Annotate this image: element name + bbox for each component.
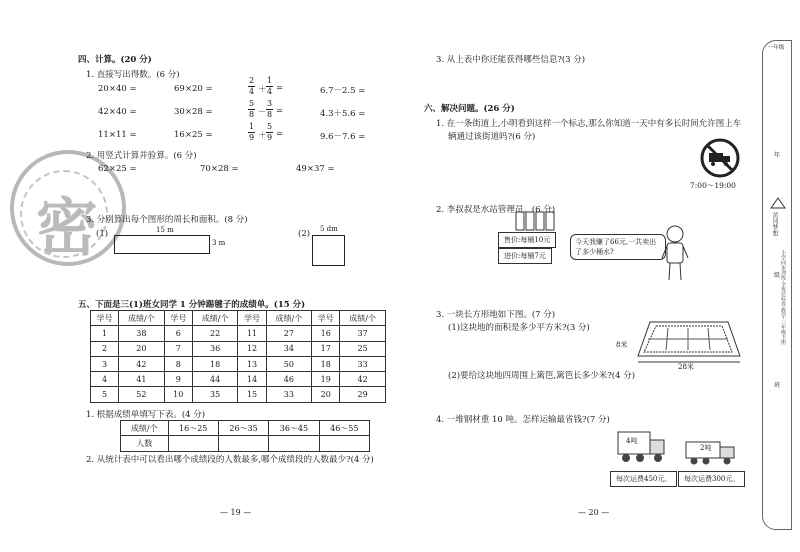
- frac-eq: =: [276, 83, 284, 93]
- s5-q2: 2. 从统计表中可以看出哪个成绩段的人数最多,哪个成绩段的人数最少?(4 分): [86, 455, 374, 465]
- table-cell: 16: [312, 326, 340, 341]
- table-cell: 3: [91, 356, 119, 371]
- table-cell: 38: [119, 326, 165, 341]
- table-row: [91, 356, 386, 371]
- table-cell: 41: [119, 372, 165, 387]
- freq-answer-cell[interactable]: [218, 436, 268, 451]
- side-label: 班: [774, 382, 781, 389]
- vertical-calc: 62×25 =: [98, 164, 137, 174]
- man-figure-icon: [660, 224, 690, 282]
- table-header: 成绩/个: [192, 311, 238, 326]
- freq-header: 36～45: [269, 421, 319, 436]
- table-header: 成绩/个: [340, 311, 386, 326]
- oral-calc: 4.3＋5.6 =: [320, 109, 366, 119]
- problem3: 3. 一块长方形地如下图。(7 分): [436, 310, 556, 320]
- s5-q3: 3. 从上表中你还能获得哪些信息?(3 分): [436, 55, 586, 65]
- frac-eq: =: [276, 129, 284, 139]
- brand-logo-icon: [770, 196, 786, 210]
- truck2-cost: 每次运费300元。: [678, 471, 745, 487]
- table-cell: 7: [164, 341, 192, 356]
- table-cell: 42: [119, 356, 165, 371]
- figure1-label: (1): [96, 229, 109, 239]
- freq-header: 成绩/个: [121, 421, 169, 436]
- page-number-left: — 19 —: [220, 508, 252, 517]
- table-cell: 8: [164, 356, 192, 371]
- fraction: 5 9: [266, 122, 273, 142]
- table-cell: 29: [340, 387, 386, 402]
- table-cell: 13: [238, 356, 266, 371]
- figure1-length: 15 m: [156, 226, 174, 234]
- oral-calc: 30×28 =: [174, 107, 213, 117]
- freq-header: 16～25: [168, 421, 218, 436]
- oral-calc: 42×40 =: [98, 107, 137, 117]
- table-row: [91, 326, 386, 341]
- table-row: [91, 341, 386, 356]
- section-4-title: 四、计算。(20 分): [78, 55, 152, 65]
- table-cell: 27: [266, 326, 312, 341]
- frac-op: －: [258, 108, 267, 118]
- table-header: 学号: [91, 311, 119, 326]
- freq-header: 26～35: [218, 421, 268, 436]
- problem3-q2: (2)要给这块地四周围上篱笆,篱笆长多少米?(4 分): [448, 371, 636, 381]
- side-label: 年: [774, 152, 781, 159]
- speech-bubble: 今天我赚了66元,一共卖出了多少桶水?: [570, 234, 666, 260]
- table-cell: 52: [119, 387, 165, 402]
- problem4: 4. 一堆钢材重 10 吨。怎样运输最省钱?(7 分): [436, 415, 610, 425]
- freq-header: 46～55: [319, 421, 369, 436]
- seal-char: 密: [36, 191, 99, 264]
- score-table: [90, 310, 386, 403]
- fraction: 3 8: [266, 99, 273, 119]
- s5-q1: 1. 根据成绩单填写下表。(4 分): [86, 410, 206, 420]
- table-cell: 35: [192, 387, 238, 402]
- fraction: 2 4: [248, 76, 255, 96]
- table-header: 学号: [164, 311, 192, 326]
- table-cell: 37: [340, 326, 386, 341]
- price-sell: 售价:每桶10元: [498, 232, 556, 248]
- side-vertical-text: 小学同步训练·全优达标卷·数学·三年级下册: [780, 250, 786, 345]
- truck2-load: 2吨: [700, 444, 712, 452]
- problem1-line1: 1. 在一条街道上,小明看到这样一个标志,那么你知道一天中有多长时间允许图上车: [436, 119, 742, 129]
- big-truck-icon: [616, 428, 668, 468]
- freq-answer-cell[interactable]: [269, 436, 319, 451]
- table-cell: 10: [164, 387, 192, 402]
- field-drawing: [628, 318, 744, 368]
- no-truck-sign-icon: [700, 138, 740, 178]
- side-label: 级: [774, 272, 781, 279]
- vertical-calc: 70×28 =: [200, 164, 239, 174]
- table-header-row: [91, 311, 386, 326]
- oral-calc: 9.6－7.6 =: [320, 132, 366, 142]
- q2-title: 2. 用竖式计算并验算。(6 分): [86, 151, 197, 161]
- table-cell: 33: [340, 356, 386, 371]
- table-cell: 33: [266, 387, 312, 402]
- freq-answer-cell[interactable]: [168, 436, 218, 451]
- table-cell: 46: [266, 372, 312, 387]
- table-cell: 18: [312, 356, 340, 371]
- figure2-label: (2): [298, 229, 311, 239]
- vertical-calc: 49×37 =: [296, 164, 335, 174]
- freq-row: [121, 436, 370, 451]
- problem3-q1: (1)这块地的面积是多少平方米?(3 分): [448, 323, 590, 333]
- table-cell: 1: [91, 326, 119, 341]
- square-figure: [312, 235, 345, 266]
- table-cell: 6: [164, 326, 192, 341]
- oral-calc: 11×11 =: [98, 130, 137, 140]
- oral-calc: 6.7－2.5 =: [320, 86, 366, 96]
- problem1-line2: 辆通过该街道吗?(6 分): [448, 132, 536, 142]
- fraction: 1 9: [248, 122, 255, 142]
- field-length: 28米: [678, 363, 694, 371]
- fraction: 1 4: [266, 76, 273, 96]
- allowed-time: 7:00～19:00: [690, 181, 736, 190]
- freq-row-label: 人数: [121, 436, 169, 451]
- table-cell: 12: [238, 341, 266, 356]
- table-cell: 14: [238, 372, 266, 387]
- q1-title: 1. 直接写出得数。(6 分): [86, 70, 180, 80]
- side-brand: 黄冈梦想: [771, 212, 778, 236]
- table-cell: 25: [340, 341, 386, 356]
- rectangle-figure: [114, 235, 210, 254]
- table-cell: 44: [192, 372, 238, 387]
- side-grade: 一年级: [767, 45, 785, 51]
- table-cell: 9: [164, 372, 192, 387]
- table-cell: 20: [312, 387, 340, 402]
- problem2: 2. 李叔叔是水站管理员。(6 分): [436, 205, 556, 215]
- frac-eq: =: [276, 106, 284, 116]
- oral-calc: 20×40 =: [98, 84, 137, 94]
- truck1-cost: 每次运费450元。: [610, 471, 677, 487]
- small-truck-icon: [684, 438, 740, 468]
- figure2-side: 5 dm: [320, 225, 338, 233]
- table-cell: 18: [192, 356, 238, 371]
- table-cell: 19: [312, 372, 340, 387]
- figure1-width: 3 m: [212, 239, 226, 247]
- water-barrels-icon: [514, 210, 560, 232]
- frac-op: ＋: [258, 131, 267, 141]
- page-number-right: — 20 —: [578, 508, 610, 517]
- section-5-title: 五、下面是三(1)班女同学 1 分钟踢毽子的成绩单。(15 分): [78, 300, 306, 310]
- oral-calc: 16×25 =: [174, 130, 213, 140]
- table-cell: 20: [119, 341, 165, 356]
- section-6-title: 六、解决问题。(26 分): [424, 104, 515, 114]
- table-header: 学号: [312, 311, 340, 326]
- table-cell: 5: [91, 387, 119, 402]
- table-cell: 15: [238, 387, 266, 402]
- oral-calc: 69×20 =: [174, 84, 213, 94]
- table-header: 学号: [238, 311, 266, 326]
- fraction: 5 8: [248, 99, 255, 119]
- table-cell: 34: [266, 341, 312, 356]
- q3-title: 3. 分别算出每个图形的周长和面积。(8 分): [86, 215, 248, 225]
- table-cell: 2: [91, 341, 119, 356]
- table-cell: 42: [340, 372, 386, 387]
- table-cell: 4: [91, 372, 119, 387]
- price-buy: 进价:每桶7元: [498, 248, 552, 264]
- table-cell: 22: [192, 326, 238, 341]
- frequency-table: [120, 420, 370, 452]
- freq-header-row: [121, 421, 370, 436]
- freq-answer-cell[interactable]: [319, 436, 369, 451]
- truck1-load: 4吨: [626, 437, 638, 445]
- table-cell: 50: [266, 356, 312, 371]
- table-header: 成绩/个: [266, 311, 312, 326]
- field-width: 8米: [616, 341, 628, 349]
- table-header: 成绩/个: [119, 311, 165, 326]
- binding-strip: [762, 40, 792, 530]
- table-cell: 17: [312, 341, 340, 356]
- table-cell: 36: [192, 341, 238, 356]
- frac-op: ＋: [258, 85, 267, 95]
- table-cell: 11: [238, 326, 266, 341]
- table-row: [91, 387, 386, 402]
- table-row: [91, 372, 386, 387]
